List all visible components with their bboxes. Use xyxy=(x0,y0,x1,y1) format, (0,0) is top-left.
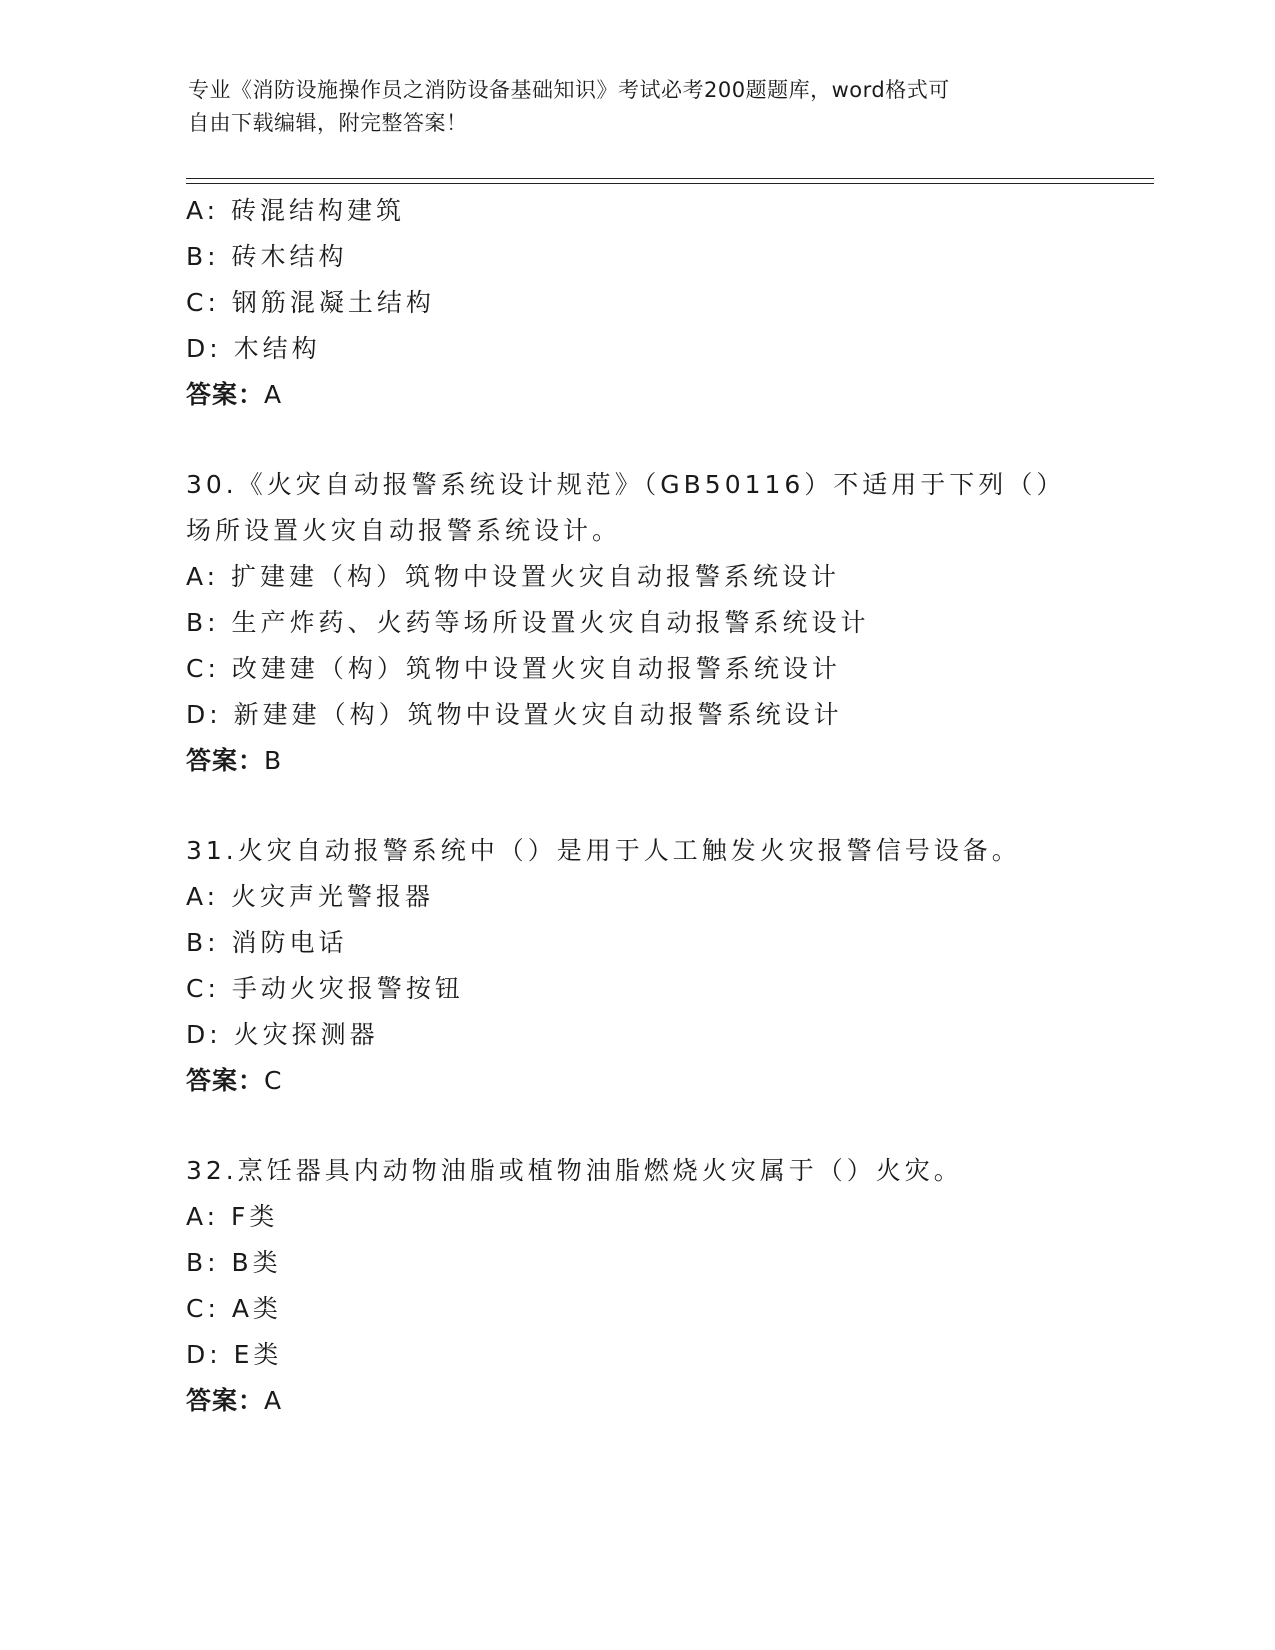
header-line-1: 专业《消防设施操作员之消防设备基础知识》考试必考200题题库，word格式可 xyxy=(188,78,950,102)
option-a: A: 火灾声光警报器 xyxy=(186,882,435,911)
option-a: A: F类 xyxy=(186,1202,279,1231)
question-32 xyxy=(186,1148,1146,1424)
answer-label: 答案： xyxy=(186,746,265,775)
answer-value: C xyxy=(264,1066,282,1095)
question-30 xyxy=(186,462,1146,784)
answer-label: 答案： xyxy=(186,1066,265,1095)
question-stem: 31.火灾自动报警系统中（）是用于人工触发火灾报警信号设备。 xyxy=(186,836,1021,865)
option-d: D: 新建建（构）筑物中设置火灾自动报警系统设计 xyxy=(186,700,843,729)
header-divider-bottom xyxy=(186,183,1154,184)
option-d: D: E类 xyxy=(186,1340,283,1369)
question-29 xyxy=(186,188,1146,418)
header-divider-top xyxy=(186,178,1154,179)
answer-value: B xyxy=(264,746,282,775)
answer-line xyxy=(186,1378,1146,1424)
document-header xyxy=(188,74,1088,140)
option-b: B: B类 xyxy=(186,1248,282,1277)
question-stem: 32.烹饪器具内动物油脂或植物油脂燃烧火灾属于（）火灾。 xyxy=(186,1156,963,1185)
option-b: B: 砖木结构 xyxy=(186,242,348,271)
option-b: B: 消防电话 xyxy=(186,928,348,957)
answer-line xyxy=(186,372,1146,418)
option-d: D: 木结构 xyxy=(186,334,321,363)
answer-value: A xyxy=(264,1386,282,1415)
option-a: A: 砖混结构建筑 xyxy=(186,196,406,225)
option-c: C: 钢筋混凝土结构 xyxy=(186,288,435,317)
option-b: B: 生产炸药、火药等场所设置火灾自动报警系统设计 xyxy=(186,608,870,637)
option-d: D: 火灾探测器 xyxy=(186,1020,379,1049)
header-line-2: 自由下载编辑，附完整答案！ xyxy=(188,111,468,135)
option-c: C: A类 xyxy=(186,1294,282,1323)
answer-label: 答案： xyxy=(186,380,265,409)
option-c: C: 手动火灾报警按钮 xyxy=(186,974,464,1003)
answer-label: 答案： xyxy=(186,1386,265,1415)
answer-line xyxy=(186,738,1146,784)
question-31 xyxy=(186,828,1146,1104)
question-stem: 30.《火灾自动报警系统设计规范》（GB50116）不适用于下列（）场所设置火灾自动报警系统设计。 xyxy=(186,470,1066,545)
option-c: C: 改建建（构）筑物中设置火灾自动报警系统设计 xyxy=(186,654,841,683)
question-content xyxy=(186,188,1146,1424)
option-a: A: 扩建建（构）筑物中设置火灾自动报警系统设计 xyxy=(186,562,841,591)
answer-line xyxy=(186,1058,1146,1104)
answer-value: A xyxy=(264,380,282,409)
